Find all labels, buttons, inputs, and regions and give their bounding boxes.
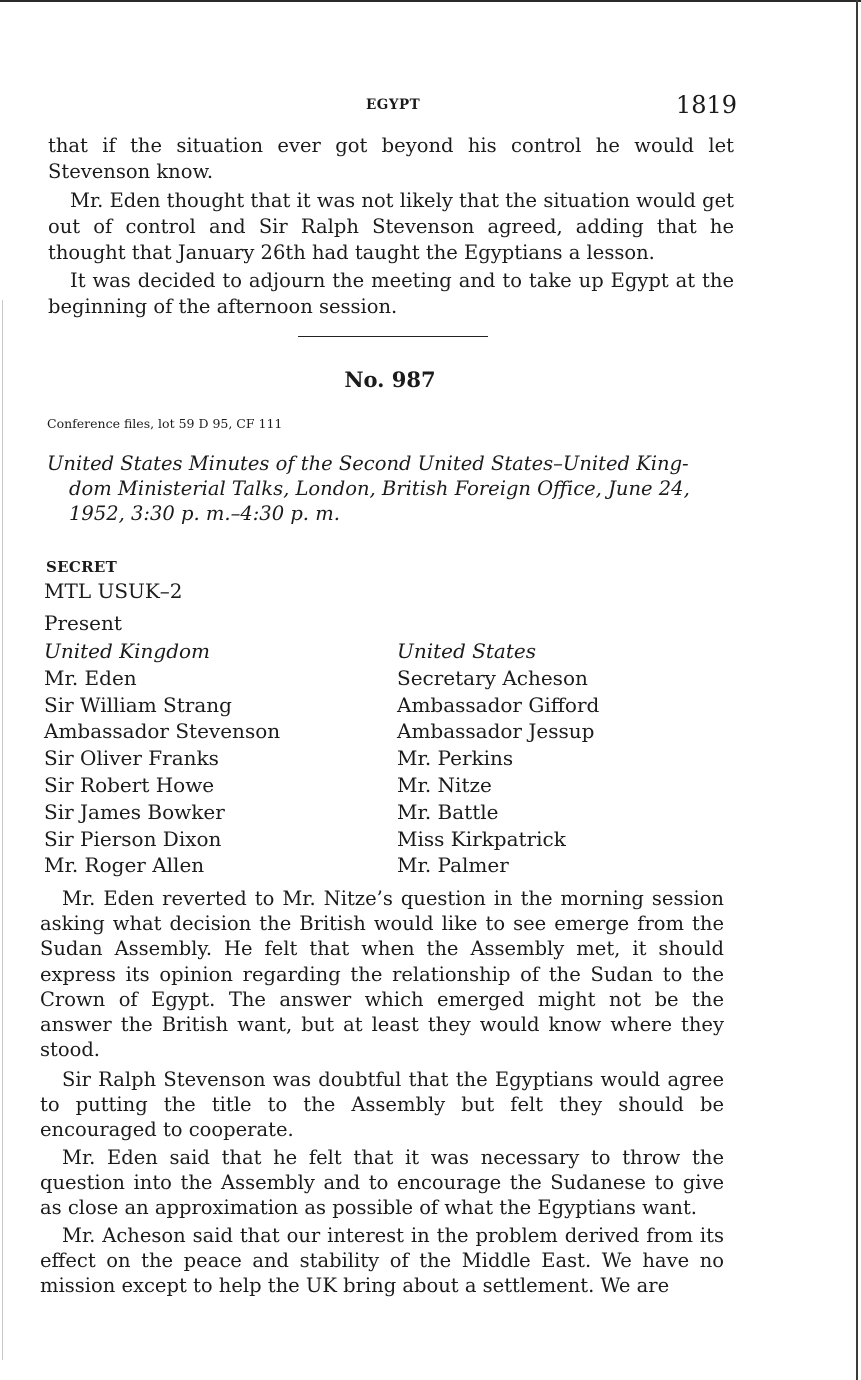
document-title-line: 1952, 3:30 p. m.–4:30 p. m. — [69, 502, 340, 525]
attendee-name: Ambassador Stevenson — [44, 719, 281, 744]
running-head-title: EGYPT — [366, 97, 421, 113]
page-top-edge — [0, 0, 861, 2]
attendees-united-kingdom — [44, 638, 280, 879]
page-left-edge — [2, 300, 3, 1360]
attendee-name: Mr. Palmer — [397, 853, 509, 878]
paragraph-text: that if the situation ever got beyond his control he would let Stevenson know. — [48, 134, 734, 183]
paragraph-text: Mr. Eden thought that it was not likely that the situation would get out of control and Sir Ralph Stevenson agreed, adding that he thought that January 26th had taught the Egyptians a lesson. — [48, 189, 734, 264]
paragraph-text: It was decided to adjourn the meeting and to take up Egypt at the beginning of the afternoon session. — [48, 269, 734, 318]
attendee-name: Miss Kirkpatrick — [397, 826, 566, 851]
attendee-name: Ambassador Jessup — [397, 719, 595, 744]
attendees-united-states — [397, 638, 599, 879]
paragraph-text: Mr. Acheson said that our interest in the problem derived from its effect on the peace and stability of the Middle East. We have no mission except to help the UK bring about a settlement. We are — [40, 1224, 724, 1298]
carryover-paragraph-2 — [48, 188, 734, 266]
source-note: Conference files, lot 59 D 95, CF 111 — [47, 416, 283, 431]
paragraph-text: Mr. Eden said that he felt that it was necessary to throw the question into the Assembly and to encourage the Sudanese to give as close an approximation as possible of what the Egyptians want. — [40, 1146, 724, 1220]
attendees-uk-heading: United Kingdom — [44, 639, 210, 663]
attendee-name: Mr. Battle — [397, 799, 499, 824]
document-title-line: dom Ministerial Talks, London, British Foreign Office, June 24, — [69, 477, 690, 500]
classification-marking: SECRET — [46, 558, 118, 576]
body-paragraph-4 — [40, 1223, 724, 1299]
paragraph-text: Sir Ralph Stevenson was doubtful that the Egyptians would agree to putting the title to the Assembly but felt they should be encouraged to cooperate. — [40, 1068, 724, 1142]
attendee-name: Ambassador Gifford — [397, 692, 600, 717]
paragraph-text: Mr. Eden reverted to Mr. Nitze’s question in the morning session asking what decision the British would like to see emerge from the Sudan Assembly. He felt that when the Assembly met, it should express its opinion regarding the relationship of the Sudan to the Crown of Egypt. The answer which emerged might not be the answer the British want, but at least they would know where they stood. — [40, 887, 724, 1062]
page-number: 1819 — [675, 91, 737, 119]
attendee-name: Sir Robert Howe — [44, 772, 215, 797]
attendee-name: Mr. Nitze — [397, 772, 492, 797]
section-divider — [298, 336, 488, 337]
body-paragraph-1 — [40, 886, 724, 1062]
attendee-name: Sir Oliver Franks — [44, 746, 219, 771]
present-label: Present — [44, 611, 122, 635]
carryover-paragraph-3 — [48, 268, 734, 320]
body-paragraph-2 — [40, 1067, 724, 1143]
carryover-paragraph-1 — [48, 133, 734, 185]
attendee-name: Mr. Eden — [44, 665, 137, 690]
attendees-us-heading: United States — [397, 639, 536, 663]
series-code: MTL USUK–2 — [44, 579, 183, 603]
attendee-name: Mr. Perkins — [397, 746, 514, 771]
running-head — [0, 91, 861, 121]
document-title-line: United States Minutes of the Second United States–United King- — [47, 452, 689, 475]
document-number: No. 987 — [344, 367, 436, 392]
body-paragraph-3 — [40, 1145, 724, 1221]
document-title — [47, 451, 737, 526]
attendee-name: Sir Pierson Dixon — [44, 826, 222, 851]
attendee-name: Sir William Strang — [44, 692, 232, 717]
attendee-name: Sir James Bowker — [44, 799, 225, 824]
page-right-edge — [856, 0, 858, 1380]
attendee-name: Mr. Roger Allen — [44, 853, 205, 878]
attendee-name: Secretary Acheson — [397, 665, 588, 690]
